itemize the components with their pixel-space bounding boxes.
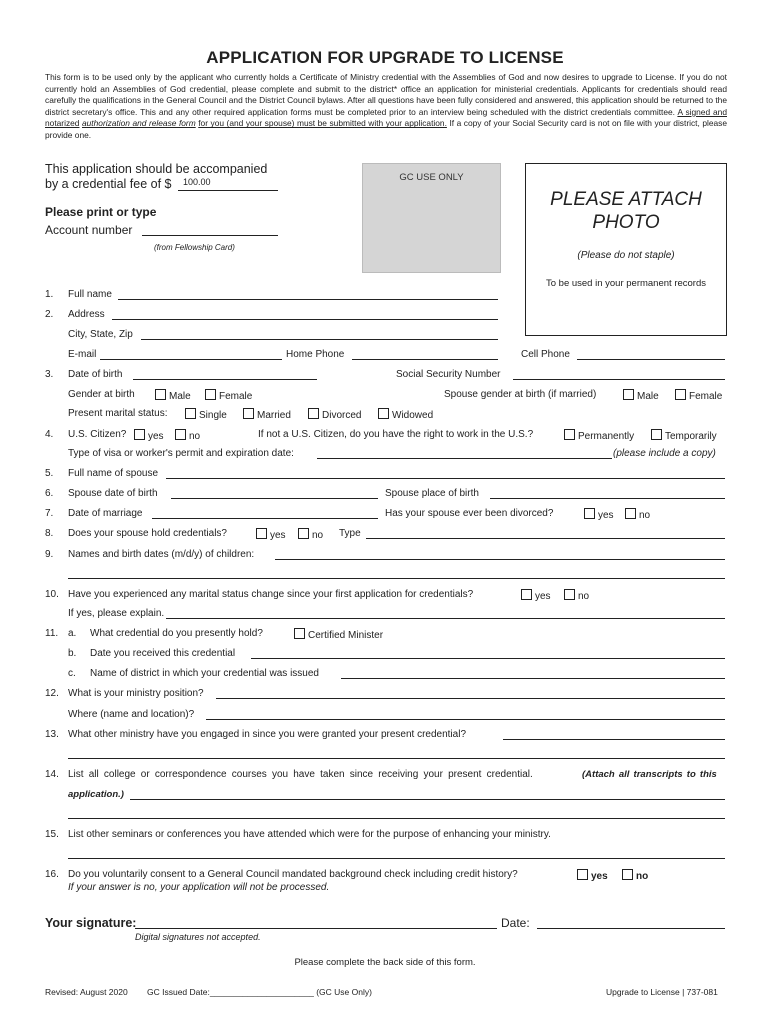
children-field[interactable] xyxy=(275,559,725,560)
spouse-pob-label: Spouse place of birth xyxy=(385,488,479,499)
married-checkbox[interactable] xyxy=(243,408,254,419)
certified-minister-option[interactable] xyxy=(294,628,383,641)
spouse-divorced-no-label: no xyxy=(639,510,651,521)
spouse-dob-label: Spouse date of birth xyxy=(68,488,158,499)
visa-label: Type of visa or worker's permit and expiration date: xyxy=(68,448,294,459)
signature-date-field[interactable] xyxy=(537,928,725,929)
temporarily-checkbox[interactable] xyxy=(651,429,662,440)
full-name-label: Full name xyxy=(68,289,112,300)
date-received-field[interactable] xyxy=(251,658,725,659)
widowed-option[interactable] xyxy=(378,408,433,421)
account-note: (from Fellowship Card) xyxy=(154,243,235,252)
female-checkbox[interactable] xyxy=(205,389,216,400)
citizen-no-checkbox[interactable] xyxy=(175,429,186,440)
citizen-label: U.S. Citizen? xyxy=(68,429,127,440)
spouse-divorced-no[interactable] xyxy=(625,508,650,521)
marital-change-label: Have you experienced any marital status change since your first application for credentials? xyxy=(68,589,474,600)
num-14: 14. xyxy=(45,769,59,780)
male-label: Male xyxy=(169,391,191,402)
divorced-checkbox[interactable] xyxy=(308,408,319,419)
spouse-male-checkbox[interactable] xyxy=(623,389,634,400)
dob-field[interactable] xyxy=(133,379,317,380)
spouse-dob-field[interactable] xyxy=(171,498,378,499)
spouse-cred-yes-checkbox[interactable] xyxy=(256,528,267,539)
certified-minister-checkbox[interactable] xyxy=(294,628,305,639)
photo-records: To be used in your permanent records xyxy=(545,278,706,289)
gc-use-only-box xyxy=(362,163,501,273)
citizen-yes-label: yes xyxy=(148,431,164,442)
intro-u2: for you (and your spouse) must be submitted with your application. xyxy=(198,118,447,129)
spouse-divorced-yes[interactable] xyxy=(584,508,614,521)
other-ministry-field[interactable] xyxy=(503,739,725,740)
where-label: Where (name and location)? xyxy=(68,709,195,720)
marriage-date-field[interactable] xyxy=(152,518,378,519)
explain-label: If yes, please explain. xyxy=(68,608,165,619)
num-16: 16. xyxy=(45,869,59,880)
marital-change-yes-checkbox[interactable] xyxy=(521,589,532,600)
full-name-field[interactable] xyxy=(118,299,498,300)
courses-label: List all college or correspondence courses you have taken since receiving your present credential. xyxy=(68,769,533,780)
permanently-checkbox[interactable] xyxy=(564,429,575,440)
page-title: APPLICATION FOR UPGRADE TO LICENSE xyxy=(206,48,564,67)
children-field-2[interactable] xyxy=(68,578,725,579)
signature-field[interactable] xyxy=(135,928,497,929)
other-ministry-label: What other ministry have you engaged in since you were granted your present credential? xyxy=(68,729,467,740)
signature-date-label: Date: xyxy=(501,916,530,930)
type-field[interactable] xyxy=(366,538,725,539)
home-phone-field[interactable] xyxy=(352,359,498,360)
courses-field-2[interactable] xyxy=(68,818,725,819)
spouse-pob-field[interactable] xyxy=(490,498,725,499)
single-checkbox[interactable] xyxy=(185,408,196,419)
courses-field[interactable] xyxy=(130,799,725,800)
spouse-cred-label: Does your spouse hold credentials? xyxy=(68,528,227,539)
signature-note: Digital signatures not accepted. xyxy=(135,932,261,942)
fee-value: 100.00 xyxy=(183,177,211,187)
print-type-label: Please print or type xyxy=(45,205,157,219)
seminars-label: List other seminars or conferences you have attended which were for the purpose of enhancing your ministry. xyxy=(68,829,551,840)
fee-field[interactable] xyxy=(178,190,278,191)
other-ministry-field-2[interactable] xyxy=(68,758,725,759)
num-5: 5. xyxy=(45,468,54,479)
widowed-checkbox[interactable] xyxy=(378,408,389,419)
gender-female-option[interactable] xyxy=(205,389,252,402)
footer-form-id: Upgrade to License | 737-081 xyxy=(606,987,718,997)
photo-box xyxy=(525,163,727,336)
spouse-female-label: Female xyxy=(689,391,723,402)
visa-field[interactable] xyxy=(317,458,612,459)
spouse-cred-no[interactable] xyxy=(298,528,323,541)
explain-field[interactable] xyxy=(166,618,725,619)
sub-a: a. xyxy=(68,628,77,639)
where-field[interactable] xyxy=(206,719,725,720)
certified-minister-label: Certified Minister xyxy=(308,630,384,641)
citizen-yes-checkbox[interactable] xyxy=(134,429,145,440)
marital-change-yes-label: yes xyxy=(535,591,551,602)
district-issued-label: Name of district in which your credential was issued xyxy=(90,668,319,679)
spouse-cred-no-label: no xyxy=(312,530,324,541)
background-no[interactable] xyxy=(622,869,648,882)
married-label: Married xyxy=(257,410,291,421)
spouse-cred-yes[interactable] xyxy=(256,528,286,541)
citizen-no-label: no xyxy=(189,431,201,442)
background-no-checkbox[interactable] xyxy=(622,869,633,880)
num-2: 2. xyxy=(45,309,54,320)
email-label: E-mail xyxy=(68,349,97,360)
photo-title: PLEASE ATTACH PHOTO xyxy=(550,189,702,233)
home-phone-label: Home Phone xyxy=(286,349,345,360)
marital-change-no-label: no xyxy=(578,591,590,602)
work-right-label: If not a U.S. Citizen, do you have the right to work in the U.S.? xyxy=(258,429,534,440)
female-label: Female xyxy=(219,391,253,402)
spouse-female-option[interactable] xyxy=(675,389,722,402)
num-11: 11. xyxy=(45,628,59,639)
dob-label: Date of birth xyxy=(68,369,123,380)
marital-change-no[interactable] xyxy=(564,589,589,602)
sub-b: b. xyxy=(68,648,77,659)
sub-c: c. xyxy=(68,668,76,679)
gender-label: Gender at birth xyxy=(68,389,135,400)
spouse-female-checkbox[interactable] xyxy=(675,389,686,400)
date-received-label: Date you received this credential xyxy=(90,648,236,659)
spouse-name-label: Full name of spouse xyxy=(68,468,159,479)
address-field[interactable] xyxy=(112,319,498,320)
spouse-name-field[interactable] xyxy=(166,478,725,479)
married-option[interactable] xyxy=(243,408,291,421)
back-side-note: Please complete the back side of this form. xyxy=(294,957,476,968)
marital-change-no-checkbox[interactable] xyxy=(564,589,575,600)
num-9: 9. xyxy=(45,549,54,560)
spouse-divorced-label: Has your spouse ever been divorced? xyxy=(385,508,554,519)
cell-phone-field[interactable] xyxy=(577,359,725,360)
gc-use-only-label: GC USE ONLY xyxy=(399,172,464,183)
num-10: 10. xyxy=(45,589,59,600)
divorced-option[interactable] xyxy=(308,408,361,421)
photo-note: (Please do not staple) xyxy=(577,250,675,261)
ministry-position-field[interactable] xyxy=(216,698,725,699)
spouse-cred-yes-label: yes xyxy=(270,530,286,541)
marital-label: Present marital status: xyxy=(68,408,168,419)
citizen-yes-option[interactable] xyxy=(134,429,164,442)
email-field[interactable] xyxy=(100,359,282,360)
temporarily-label: Temporarily xyxy=(665,431,717,442)
present-cred-label: What credential do you presently hold? xyxy=(90,628,263,639)
spouse-male-option[interactable] xyxy=(623,389,659,402)
intro-p2: If a copy of your Social Security card is not on file with your district, please provide one. xyxy=(45,118,728,140)
spouse-male-label: Male xyxy=(637,391,659,402)
city-field[interactable] xyxy=(141,339,498,340)
ssn-field[interactable] xyxy=(513,379,725,380)
background-note: If your answer is no, your application will not be processed. xyxy=(68,882,330,893)
signature-label: Your signature: xyxy=(45,916,137,930)
footer-revised: Revised: August 2020 xyxy=(45,987,128,997)
widowed-label: Widowed xyxy=(392,410,434,421)
citizen-no-option[interactable] xyxy=(175,429,200,442)
marital-change-yes[interactable] xyxy=(521,589,551,602)
single-label: Single xyxy=(199,410,227,421)
spouse-divorced-yes-checkbox[interactable] xyxy=(584,508,595,519)
authorization-form-link: authorization and release form xyxy=(81,118,196,129)
account-label: Account number xyxy=(45,223,133,237)
attach-note-1: (Attach all transcripts to this xyxy=(582,769,717,780)
seminars-field[interactable] xyxy=(68,858,725,859)
footer-gc-issued: GC Issued Date:______________________ (GC Use Only) xyxy=(147,987,372,997)
spouse-divorced-yes-label: yes xyxy=(598,510,614,521)
intro-p1: This form is to be used only by the applicant who currently holds a Certificate of Ministry credential with the Assemblies of God and now desires to upgrade to License. If you do not currently hold an Assemblies of God credential, please complete and submit to the district* office an application for ministerial credentials. Applicants for credentials should read carefully the qualifications in the General Council and the District Council bylaws. After all questions have been fully considered and answered, this application should be returned to the district secretary's office. This and any other required application forms must be completed prior to an interview being scheduled with the district credentials committee. xyxy=(45,72,727,117)
background-label: Do you voluntarily consent to a General Council mandated background check including credit history? xyxy=(68,869,518,880)
divorced-label: Divorced xyxy=(322,410,362,421)
fee-line1: This application should be accompanied xyxy=(45,162,268,176)
spouse-cred-no-checkbox[interactable] xyxy=(298,528,309,539)
background-yes[interactable] xyxy=(577,869,608,882)
gender-male-option[interactable] xyxy=(155,389,191,402)
background-yes-label: yes xyxy=(591,871,608,882)
spouse-gender-label: Spouse gender at birth (if married) xyxy=(444,389,597,400)
address-label: Address xyxy=(68,309,105,320)
male-checkbox[interactable] xyxy=(155,389,166,400)
visa-note: (please include a copy) xyxy=(613,448,716,459)
single-option[interactable] xyxy=(185,408,227,421)
children-label: Names and birth dates (m/d/y) of children: xyxy=(68,549,255,560)
num-7: 7. xyxy=(45,508,54,519)
temporarily-option[interactable] xyxy=(651,429,717,442)
cell-phone-label: Cell Phone xyxy=(521,349,570,360)
num-15: 15. xyxy=(45,829,59,840)
ssn-label: Social Security Number xyxy=(396,369,501,380)
num-12: 12. xyxy=(45,688,59,699)
num-3: 3. xyxy=(45,369,54,380)
account-field[interactable] xyxy=(142,235,278,236)
num-8: 8. xyxy=(45,528,54,539)
background-yes-checkbox[interactable] xyxy=(577,869,588,880)
num-1: 1. xyxy=(45,289,54,300)
permanently-label: Permanently xyxy=(578,431,635,442)
attach-note-2: application.) xyxy=(68,789,124,800)
spouse-divorced-no-checkbox[interactable] xyxy=(625,508,636,519)
fee-line2: by a credential fee of $ xyxy=(45,177,172,191)
permanently-option[interactable] xyxy=(564,429,634,442)
background-no-label: no xyxy=(636,871,649,882)
district-issued-field[interactable] xyxy=(341,678,725,679)
intro-text xyxy=(45,72,727,142)
num-4: 4. xyxy=(45,429,54,440)
marriage-date-label: Date of marriage xyxy=(68,508,143,519)
num-6: 6. xyxy=(45,488,54,499)
city-label: City, State, Zip xyxy=(68,329,133,340)
type-label: Type xyxy=(339,528,361,539)
num-13: 13. xyxy=(45,729,59,740)
ministry-position-label: What is your ministry position? xyxy=(68,688,204,699)
intro-u1: A signed and notarized xyxy=(45,106,727,129)
